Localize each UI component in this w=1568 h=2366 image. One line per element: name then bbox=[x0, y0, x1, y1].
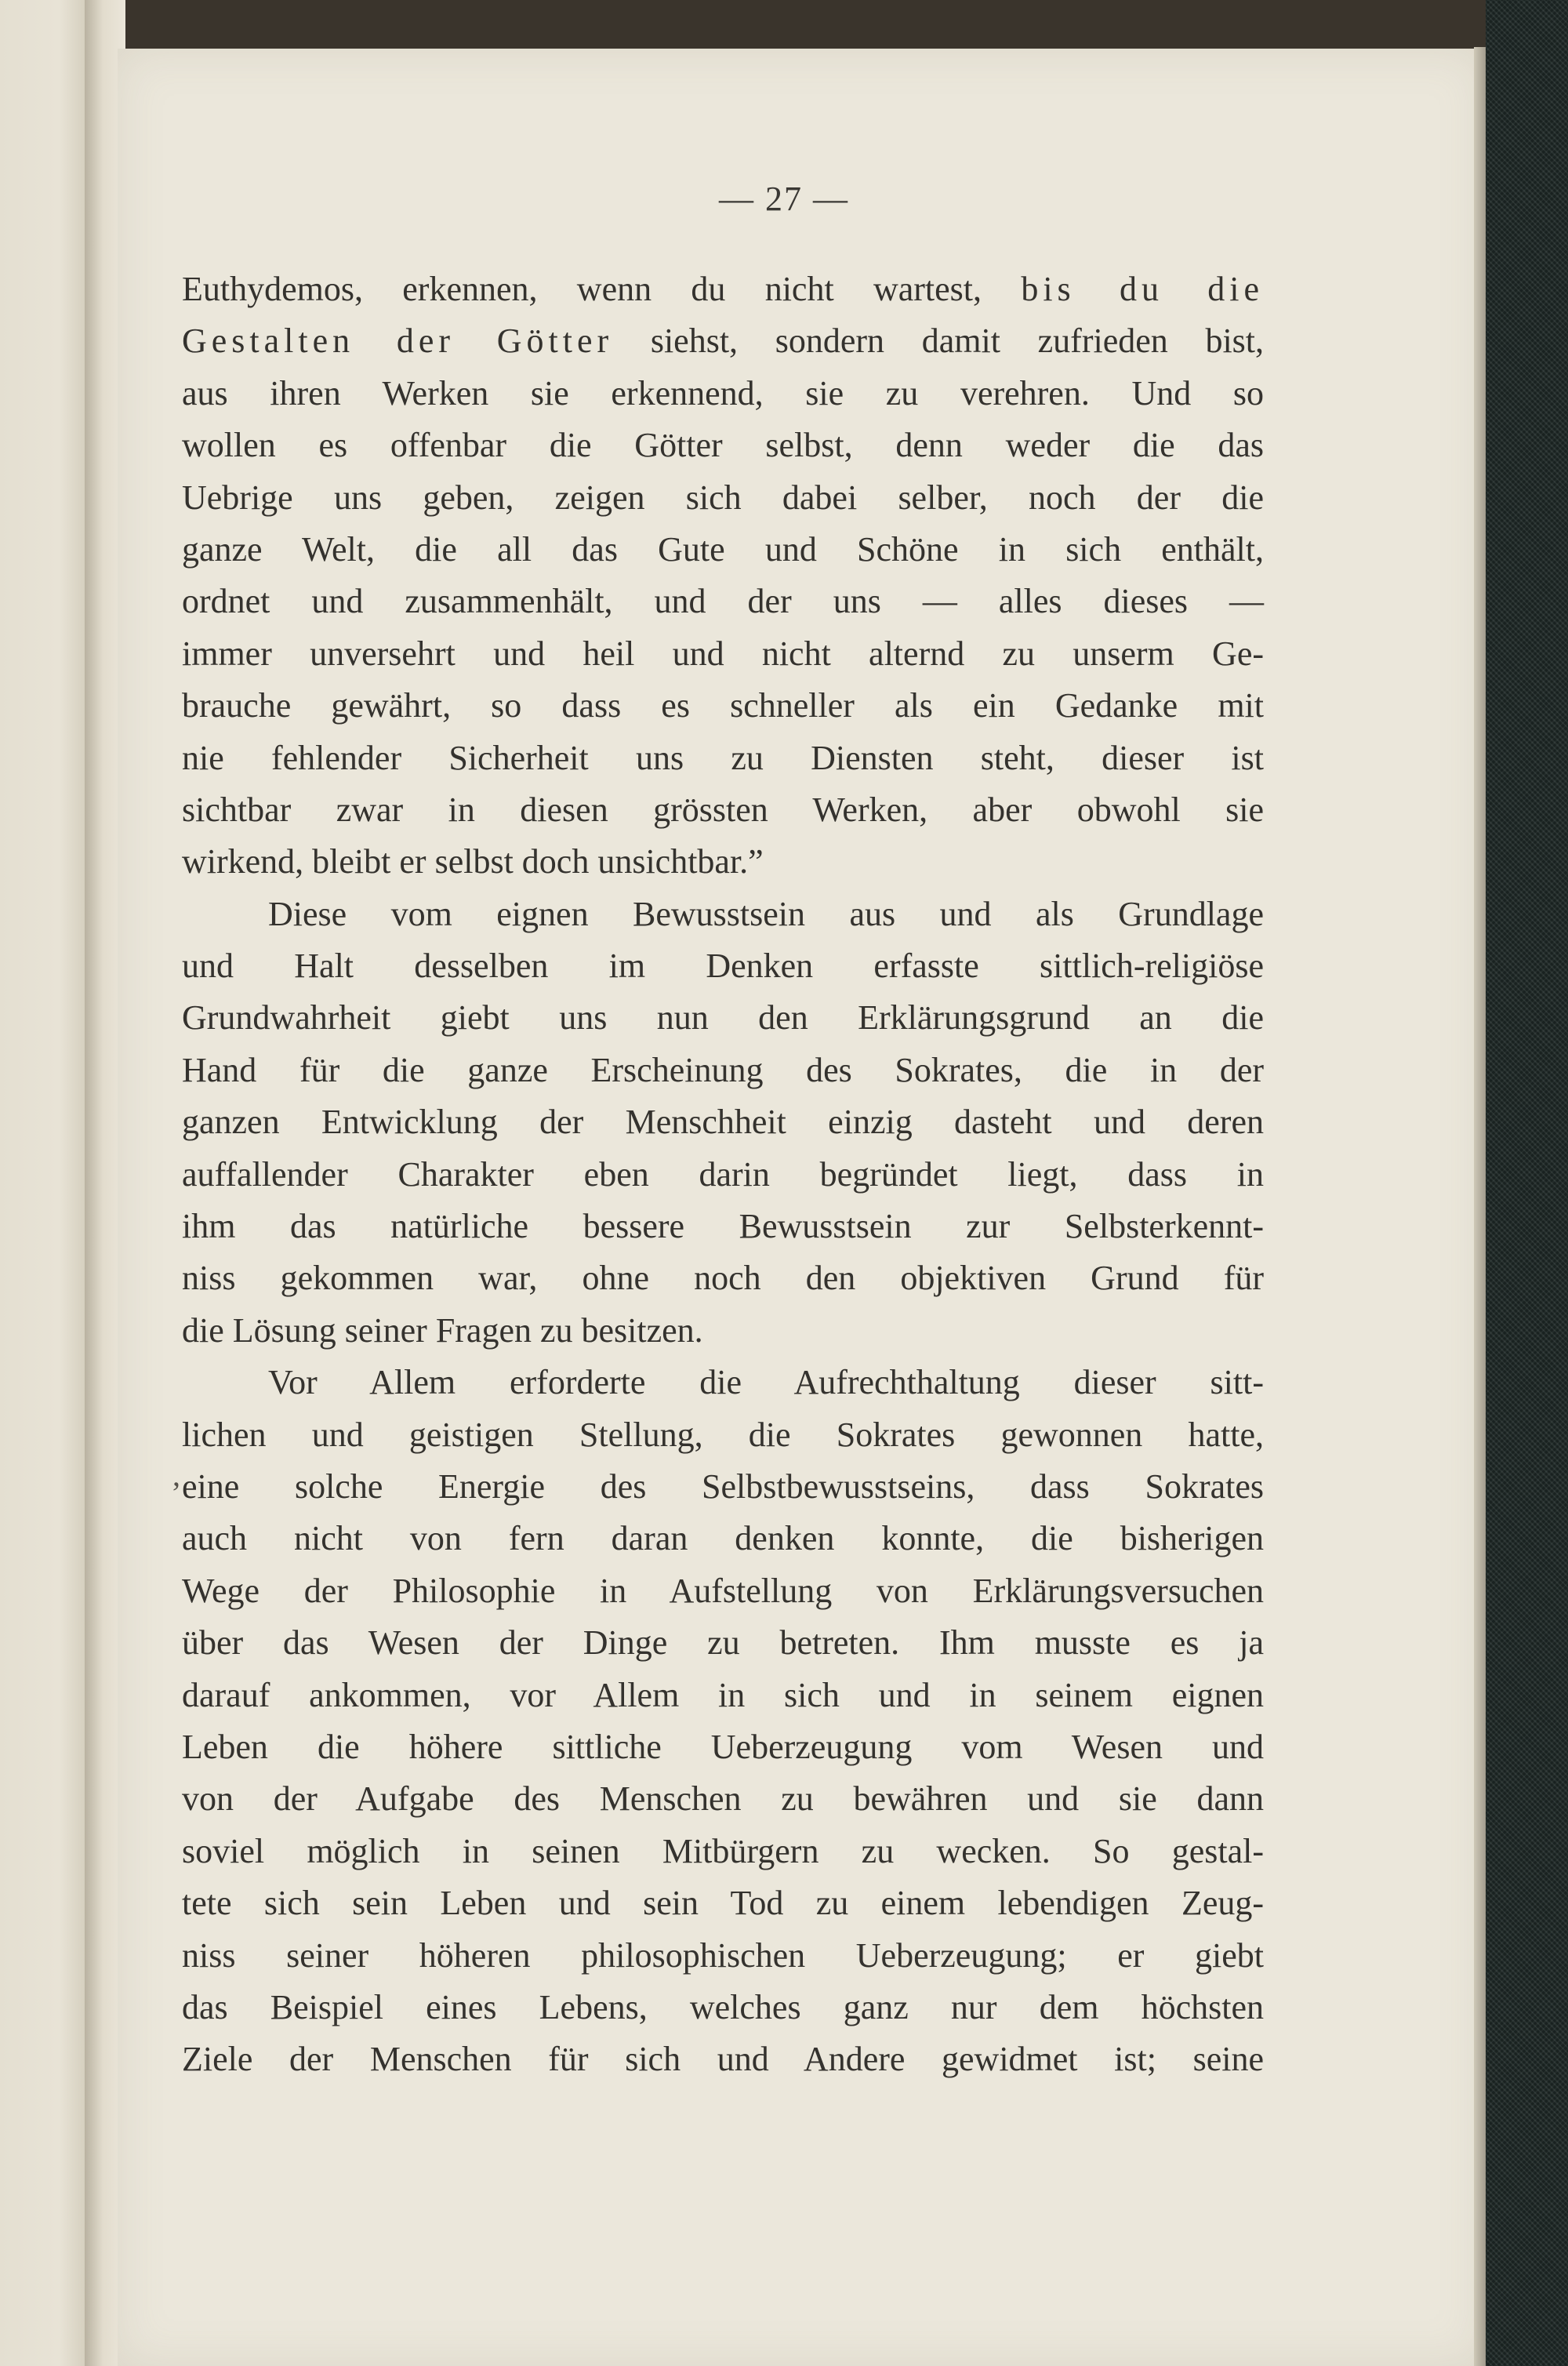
text-line: auffallender Charakter eben darin begründet liegt, dass in bbox=[182, 1154, 1264, 1194]
text-line: aus ihren Werken sie erkennend, sie zu verehren. Und so bbox=[182, 373, 1264, 413]
text-line: die Lösung seiner Fragen zu besitzen. bbox=[182, 1310, 703, 1350]
text-line: Uebrige uns geben, zeigen sich dabei selber, noch der die bbox=[182, 478, 1264, 517]
text-line: sichtbar zwar in diesen grössten Werken, aber obwohl sie bbox=[182, 790, 1264, 829]
text-line: Leben die höhere sittliche Ueberzeugung vom Wesen und bbox=[182, 1727, 1264, 1766]
text-line: nie fehlender Sicherheit uns zu Diensten steht, dieser ist bbox=[182, 738, 1264, 777]
previous-page-edge bbox=[0, 0, 85, 2366]
margin-tick-mark: ’ bbox=[171, 1475, 182, 1510]
text-line: Grundwahrheit giebt uns nun den Erklärungsgrund an die bbox=[182, 998, 1264, 1038]
text-line: Ziele der Menschen für sich und Andere gewidmet ist; seine bbox=[182, 2040, 1264, 2079]
paragraph-first-line: Vor Allem erforderte die Aufrechthaltung dieser sitt- bbox=[268, 1363, 1264, 1402]
text-line: Hand für die ganze Erscheinung des Sokrates, die in der bbox=[182, 1050, 1264, 1089]
text-line: und Halt desselben im Denken erfasste sittlich-religiöse bbox=[182, 947, 1264, 986]
text-line: das Beispiel eines Lebens, welches ganz nur dem höchsten bbox=[182, 1987, 1264, 2026]
text-line: ordnet und zusammenhält, und der uns — alles dieses — bbox=[182, 582, 1264, 621]
text-line: niss seiner höheren philosophischen Ueberzeugung; er giebt bbox=[182, 1935, 1264, 1975]
text-line: Euthydemos, erkennen, wenn du nicht wartest, bis du die bbox=[182, 270, 1264, 308]
text-line: tete sich sein Leben und sein Tod zu einem lebendigen Zeug- bbox=[182, 1884, 1264, 1923]
text-line: ihm das natürliche bessere Bewusstsein zur Selbsterkennt- bbox=[182, 1207, 1264, 1246]
paragraph-first-line: Diese vom eignen Bewusstsein aus und als Grundlage bbox=[268, 894, 1264, 933]
page-number: — 27 — bbox=[719, 180, 849, 218]
text-line: von der Aufgabe des Menschen zu bewähren und sie dann bbox=[182, 1779, 1264, 1819]
text-line: immer unversehrt und heil und nicht alternd zu unserm Ge- bbox=[182, 634, 1264, 673]
text-line: ganzen Entwicklung der Menschheit einzig dasteht und deren bbox=[182, 1103, 1264, 1142]
text-line: Wege der Philosophie in Aufstellung von Erklärungsversuchen bbox=[182, 1571, 1264, 1610]
body-text bbox=[182, 263, 1264, 2086]
text-line: soviel möglich in seinen Mitbürgern zu wecken. So gestal- bbox=[182, 1831, 1264, 1870]
text-line: ganze Welt, die all das Gute und Schöne in sich enthält, bbox=[182, 529, 1264, 569]
text-line: über das Wesen der Dinge zu betreten. Ihm musste es ja bbox=[182, 1623, 1264, 1663]
text-line: wollen es offenbar die Götter selbst, denn weder die das bbox=[182, 426, 1264, 465]
text-line: darauf ankommen, vor Allem in sich und in seinem eignen bbox=[182, 1675, 1264, 1714]
book-cover-spine bbox=[1486, 0, 1568, 2366]
text-line: eine solche Energie des Selbstbewusstseins, dass Sokrates bbox=[182, 1466, 1264, 1506]
text-line: wirkend, bleibt er selbst doch unsichtbar.” bbox=[182, 842, 764, 881]
text-line: lichen und geistigen Stellung, die Sokrates gewonnen hatte, bbox=[182, 1415, 1264, 1454]
text-line: Gestalten der Götter siehst, sondern damit zufrieden bist, bbox=[182, 322, 1265, 361]
text-line: auch nicht von fern daran denken konnte, die bisherigen bbox=[182, 1519, 1264, 1558]
text-line: niss gekommen war, ohne noch den objektiven Grund für bbox=[182, 1259, 1264, 1298]
text-line: brauche gewährt, so dass es schneller als ein Gedanke mit bbox=[182, 686, 1264, 725]
